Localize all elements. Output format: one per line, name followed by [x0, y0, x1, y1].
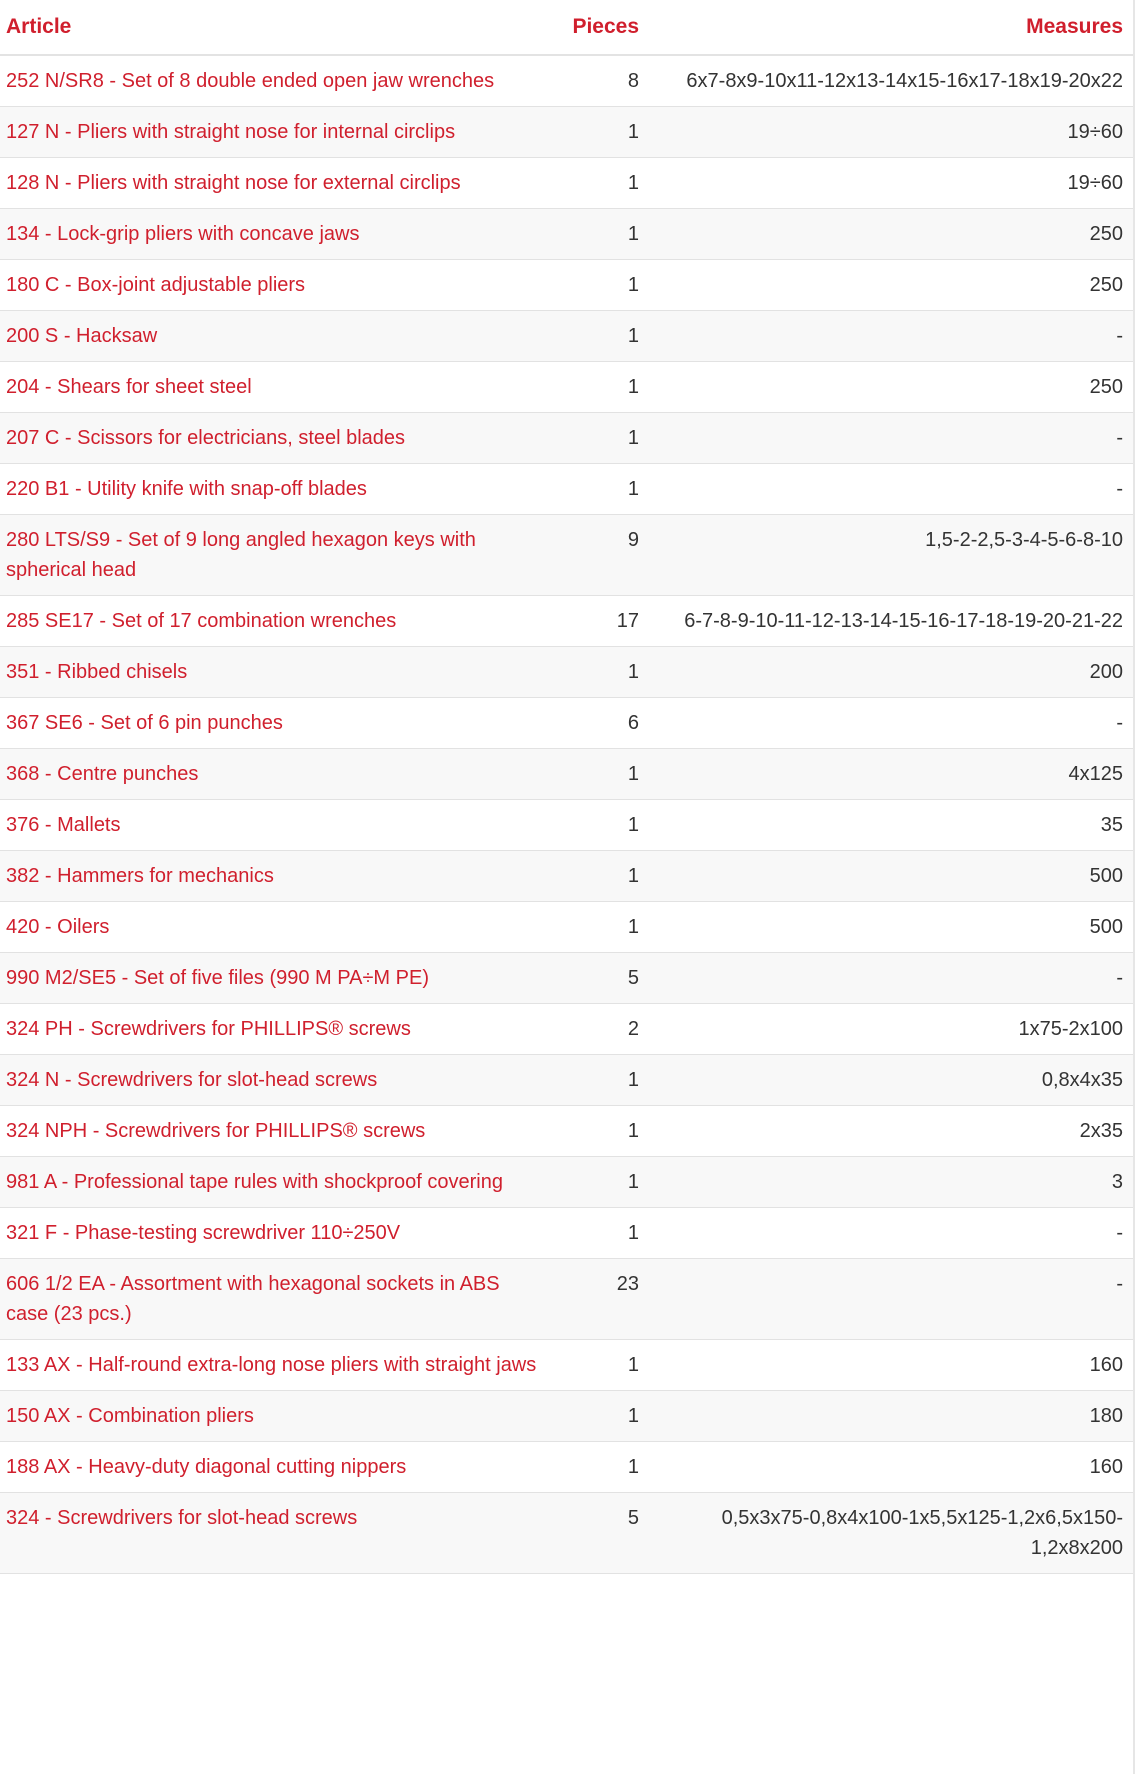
table-row: [0, 698, 1135, 749]
column-header-pieces[interactable]: Pieces: [545, 0, 645, 55]
measures-value: -: [645, 311, 1135, 362]
measures-value: -: [645, 1259, 1135, 1340]
measures-value: 19÷60: [645, 107, 1135, 158]
article-link[interactable]: 351 - Ribbed chisels: [0, 647, 545, 698]
measures-value: -: [645, 1208, 1135, 1259]
table-row: [0, 749, 1135, 800]
article-link[interactable]: 324 NPH - Screwdrivers for PHILLIPS® screws: [0, 1106, 545, 1157]
measures-value: 6-7-8-9-10-11-12-13-14-15-16-17-18-19-20-21-22: [645, 596, 1135, 647]
pieces-value: 1: [545, 260, 645, 311]
article-link[interactable]: 376 - Mallets: [0, 800, 545, 851]
measures-value: 160: [645, 1442, 1135, 1493]
pieces-value: 1: [545, 107, 645, 158]
article-link[interactable]: 200 S - Hacksaw: [0, 311, 545, 362]
table-row: [0, 1004, 1135, 1055]
measures-value: 3: [645, 1157, 1135, 1208]
pieces-value: 1: [545, 1442, 645, 1493]
table-row: [0, 800, 1135, 851]
article-link[interactable]: 367 SE6 - Set of 6 pin punches: [0, 698, 545, 749]
pieces-value: 1: [545, 1157, 645, 1208]
table-row: [0, 1442, 1135, 1493]
article-link[interactable]: 382 - Hammers for mechanics: [0, 851, 545, 902]
measures-value: 200: [645, 647, 1135, 698]
table-row: [0, 1391, 1135, 1442]
table-row: [0, 1157, 1135, 1208]
pieces-value: 2: [545, 1004, 645, 1055]
pieces-value: 1: [545, 851, 645, 902]
table-row: [0, 1259, 1135, 1340]
pieces-value: 1: [545, 1391, 645, 1442]
pieces-value: 1: [545, 902, 645, 953]
measures-value: 19÷60: [645, 158, 1135, 209]
article-link[interactable]: 368 - Centre punches: [0, 749, 545, 800]
table-row: [0, 158, 1135, 209]
table-row: [0, 107, 1135, 158]
pieces-value: 1: [545, 413, 645, 464]
table-row: [0, 1208, 1135, 1259]
pieces-value: 5: [545, 953, 645, 1004]
pieces-value: 1: [545, 209, 645, 260]
table-row: [0, 851, 1135, 902]
table-row: [0, 362, 1135, 413]
article-link[interactable]: 420 - Oilers: [0, 902, 545, 953]
pieces-value: 1: [545, 1340, 645, 1391]
pieces-value: 1: [545, 1106, 645, 1157]
column-header-article[interactable]: Article: [0, 0, 545, 55]
measures-value: 2x35: [645, 1106, 1135, 1157]
pieces-value: 1: [545, 647, 645, 698]
measures-value: 500: [645, 851, 1135, 902]
header-row: [0, 0, 1135, 55]
table-row: [0, 260, 1135, 311]
table-row: [0, 953, 1135, 1004]
measures-value: -: [645, 413, 1135, 464]
article-link[interactable]: 606 1/2 EA - Assortment with hexagonal sockets in ABS case (23 pcs.): [0, 1259, 545, 1340]
article-link[interactable]: 990 M2/SE5 - Set of five files (990 M PA÷M PE): [0, 953, 545, 1004]
measures-value: -: [645, 953, 1135, 1004]
pieces-value: 23: [545, 1259, 645, 1340]
table-row: [0, 1493, 1135, 1574]
article-link[interactable]: 285 SE17 - Set of 17 combination wrenches: [0, 596, 545, 647]
article-link[interactable]: 280 LTS/S9 - Set of 9 long angled hexagon keys with spherical head: [0, 515, 545, 596]
article-link[interactable]: 981 A - Professional tape rules with shockproof covering: [0, 1157, 545, 1208]
table-row: [0, 647, 1135, 698]
pieces-value: 1: [545, 362, 645, 413]
pieces-value: 1: [545, 1055, 645, 1106]
article-link[interactable]: 324 PH - Screwdrivers for PHILLIPS® screws: [0, 1004, 545, 1055]
column-header-measures[interactable]: Measures: [645, 0, 1135, 55]
table-header: [0, 0, 1135, 55]
pieces-value: 1: [545, 1208, 645, 1259]
article-link[interactable]: 188 AX - Heavy-duty diagonal cutting nippers: [0, 1442, 545, 1493]
pieces-value: 8: [545, 55, 645, 107]
article-link[interactable]: 324 - Screwdrivers for slot-head screws: [0, 1493, 545, 1574]
article-link[interactable]: 150 AX - Combination pliers: [0, 1391, 545, 1442]
article-link[interactable]: 133 AX - Half-round extra-long nose pliers with straight jaws: [0, 1340, 545, 1391]
pieces-value: 1: [545, 158, 645, 209]
article-link[interactable]: 220 B1 - Utility knife with snap-off blades: [0, 464, 545, 515]
table-row: [0, 1340, 1135, 1391]
measures-value: 160: [645, 1340, 1135, 1391]
article-link[interactable]: 180 C - Box-joint adjustable pliers: [0, 260, 545, 311]
article-link[interactable]: 204 - Shears for sheet steel: [0, 362, 545, 413]
measures-value: -: [645, 698, 1135, 749]
article-link[interactable]: 321 F - Phase-testing screwdriver 110÷250V: [0, 1208, 545, 1259]
pieces-value: 9: [545, 515, 645, 596]
measures-value: 4x125: [645, 749, 1135, 800]
measures-value: 35: [645, 800, 1135, 851]
table-row: [0, 1106, 1135, 1157]
article-link[interactable]: 128 N - Pliers with straight nose for external circlips: [0, 158, 545, 209]
measures-value: 180: [645, 1391, 1135, 1442]
article-link[interactable]: 207 C - Scissors for electricians, steel blades: [0, 413, 545, 464]
measures-value: 250: [645, 260, 1135, 311]
table-row: [0, 902, 1135, 953]
pieces-value: 1: [545, 800, 645, 851]
table-row: [0, 311, 1135, 362]
article-link[interactable]: 134 - Lock-grip pliers with concave jaws: [0, 209, 545, 260]
measures-value: 500: [645, 902, 1135, 953]
pieces-value: 6: [545, 698, 645, 749]
measures-value: 1,5-2-2,5-3-4-5-6-8-10: [645, 515, 1135, 596]
pieces-value: 1: [545, 749, 645, 800]
measures-value: 0,5x3x75-0,8x4x100-1x5,5x125-1,2x6,5x150-1,2x8x200: [645, 1493, 1135, 1574]
article-link[interactable]: 324 N - Screwdrivers for slot-head screws: [0, 1055, 545, 1106]
measures-value: 250: [645, 209, 1135, 260]
pieces-value: 17: [545, 596, 645, 647]
table-row: [0, 209, 1135, 260]
table-row: [0, 1055, 1135, 1106]
table-row: [0, 596, 1135, 647]
table-body: [0, 55, 1135, 1574]
measures-value: 0,8x4x35: [645, 1055, 1135, 1106]
pieces-value: 1: [545, 464, 645, 515]
measures-value: -: [645, 464, 1135, 515]
measures-value: 1x75-2x100: [645, 1004, 1135, 1055]
pieces-value: 5: [545, 1493, 645, 1574]
table-row: [0, 515, 1135, 596]
article-link[interactable]: 252 N/SR8 - Set of 8 double ended open jaw wrenches: [0, 55, 545, 107]
measures-value: 6x7-8x9-10x11-12x13-14x15-16x17-18x19-20x22: [645, 55, 1135, 107]
pieces-value: 1: [545, 311, 645, 362]
measures-value: 250: [645, 362, 1135, 413]
table-row: [0, 55, 1135, 107]
article-link[interactable]: 127 N - Pliers with straight nose for internal circlips: [0, 107, 545, 158]
table-row: [0, 413, 1135, 464]
table-row: [0, 464, 1135, 515]
